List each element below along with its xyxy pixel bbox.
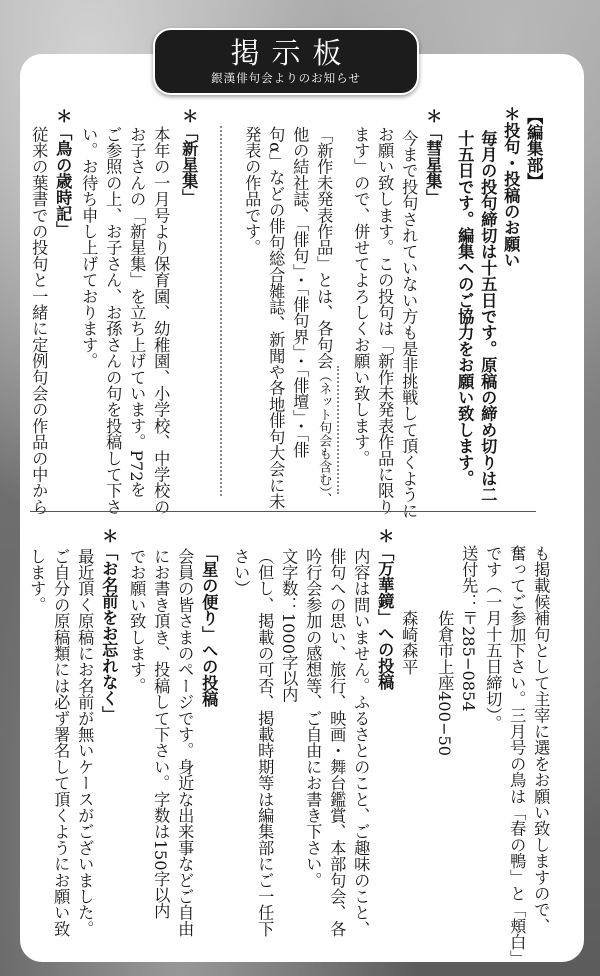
shinsei-heading: ＊「新星集」: [179, 108, 199, 206]
address-line: 佐倉市上座400−50: [435, 610, 455, 757]
saijiki-cont-line-1: も掲載候補句として主宰に選をお願い致しますので、: [531, 545, 551, 934]
suisei-heading: ＊「彗星集」: [423, 108, 443, 206]
dotted-separator: [220, 126, 222, 496]
deadline-line-1: 毎月の投句締切は十五日です。原稿の締め切りは二: [478, 130, 498, 503]
definition-line-4: 発表の作品です。: [242, 126, 262, 256]
hoshi-heading: 「星の便り」への投稿: [199, 545, 219, 707]
suisei-line-2: お願い致します。この投句は「新作未発表作品に限り: [375, 126, 395, 515]
saijiki-cont-line-2: 奮ってご参加下さい。三月号の鳥は「春の鴨」と「頬白」: [507, 545, 527, 967]
saijiki-cont-line-3: です（一月十五日締切）。: [483, 545, 503, 732]
page-subtitle: 銀漢俳句会よりのお知らせ: [211, 71, 361, 85]
shinsei-line-2: お子さんの「新星集」を立ち上げています。P72を: [127, 126, 147, 498]
suisei-line-1: 今まで投句されていない方も是非挑戦して頂くように: [399, 130, 419, 519]
namae-heading: ＊「お名前をお忘れなく」: [99, 528, 119, 723]
shinsei-line-4: い。お待ち申し上げております。: [79, 126, 99, 369]
address-label: 送付先：〒285−0854: [459, 545, 479, 712]
mangekyo-line-5: （但し、掲載の可否、掲載時期等は編集部にご一任下: [255, 548, 275, 937]
saijiki-line-1: 従来の葉書での投句と一緒に定例句会の作品の中から: [29, 126, 49, 515]
title-plate: [153, 28, 419, 95]
suisei-line-3: ます」ので、併せてよろしくお願い致します。: [351, 126, 371, 467]
dotted-separator: [337, 366, 339, 494]
mangekyo-line-2: 俳句への思い、旅行、映画・舞台鑑賞、本部句会、各: [327, 548, 347, 937]
hoshi-line-1: 会員の皆さまのページです。身近な出来事などご自由: [175, 548, 195, 937]
definition-line-1: 「新作未発表作品」とは、各句会（ネット句会も含む）、: [314, 126, 334, 506]
mangekyo-line-1: 内容は問いません。ふるさとのこと、ご趣味のこと、: [351, 548, 371, 937]
mangekyo-line-6: さい）: [231, 548, 251, 597]
hoshi-line-2: にお書き頂き、投稿して下さい。字数は150字以内: [151, 548, 171, 920]
definition-line-3: 句α」などの俳句総合雑誌、新聞や各地俳句大会に未: [266, 126, 286, 510]
mangekyo-line-4: 文字数：1000字以内: [279, 548, 299, 703]
mangekyo-line-3: 吟行会参加の感想等、ご自由にお書き下さい。: [303, 548, 323, 889]
shinsei-line-1: 本年の一月号より保育園、幼稚園、小学校、中学校の: [151, 126, 171, 515]
deadline-line-2: 十五日です。編集へのご協力をお願い致します。: [455, 130, 475, 487]
section-divider: [30, 511, 536, 512]
saijiki-heading: ＊「鳥の歳時記」: [53, 108, 73, 238]
namae-line-3: します。: [27, 548, 47, 613]
editorial-heading: 【編集部】: [524, 108, 544, 189]
namae-line-1: 最近頂く原稿にお名前が無いケースがございました。: [75, 548, 95, 937]
page-title: 掲示板: [230, 36, 354, 70]
shinsei-line-3: ご参照の上、お子さん、お孫さんの句を投稿して下さ: [103, 126, 123, 515]
definition-line-2: 他の結社誌、「俳句」・「俳句界」・「俳壇」・「俳: [290, 126, 310, 459]
submission-request-heading: ＊投句・投稿のお願い: [501, 106, 521, 268]
mangekyo-heading: ＊「万華鏡」への投稿: [375, 528, 395, 690]
recipient-name: 森崎森平: [399, 610, 419, 675]
hoshi-line-3: でお願い致します。: [127, 548, 147, 694]
namae-line-2: ご自分の原稿類には必ず署名して頂くようにお願い致: [51, 548, 71, 937]
